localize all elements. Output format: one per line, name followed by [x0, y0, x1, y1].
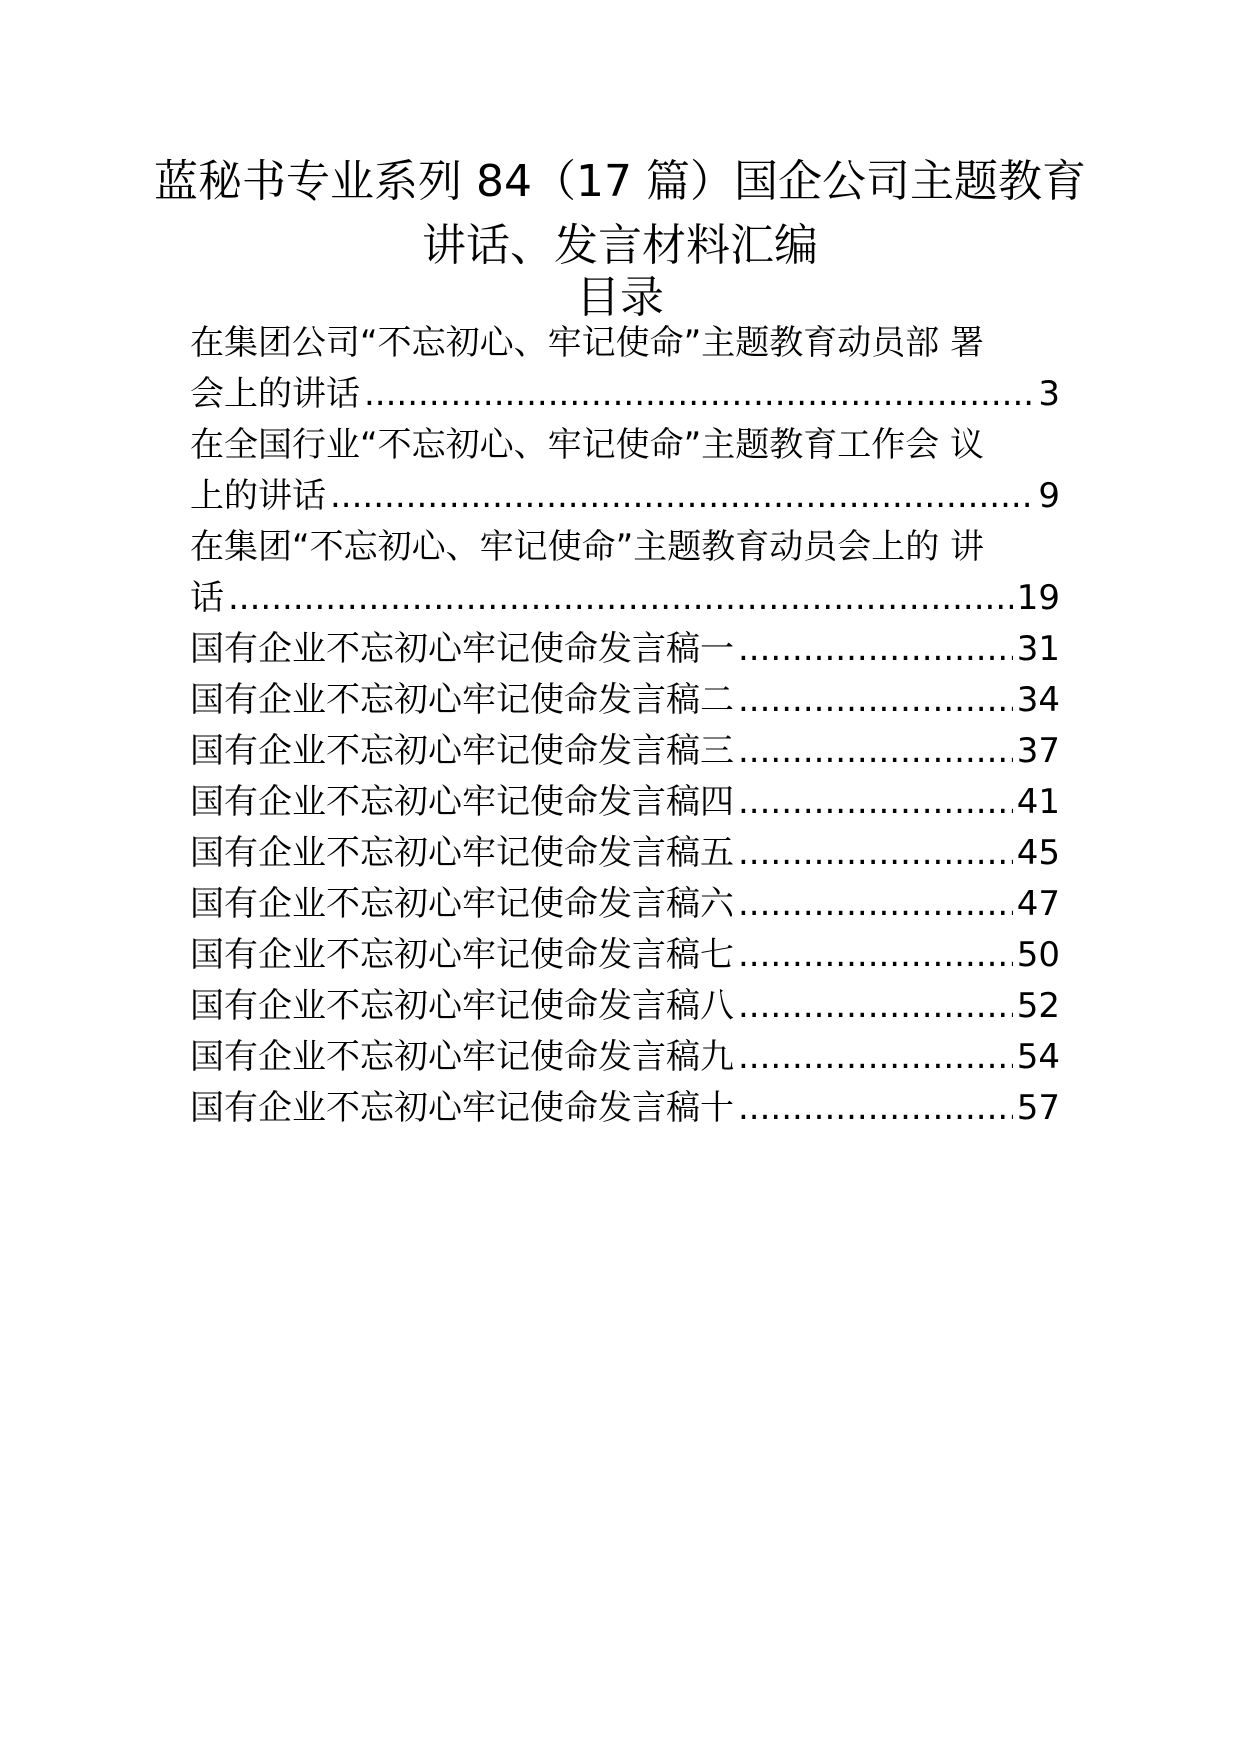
- toc-entry-title-cont: 话: [190, 578, 224, 618]
- toc-entry[interactable]: [190, 777, 1060, 828]
- toc-leader-dots: [738, 726, 1013, 777]
- toc-entry[interactable]: [190, 522, 1060, 624]
- toc-leader-dots: [228, 573, 1013, 624]
- toc-entry-title: 国有企业不忘初心牢记使命发言稿三: [190, 731, 734, 771]
- toc-entry[interactable]: [190, 1032, 1060, 1083]
- toc-entry-title: 国有企业不忘初心牢记使命发言稿九: [190, 1037, 734, 1077]
- table-of-contents: [190, 318, 1060, 1134]
- toc-page-number: 9: [1038, 476, 1060, 516]
- toc-page-number: 57: [1016, 1088, 1060, 1128]
- toc-entry[interactable]: [190, 318, 1060, 420]
- toc-leader-dots: [738, 828, 1013, 879]
- toc-page-number: 50: [1016, 935, 1060, 975]
- toc-leader-dots: [738, 1083, 1013, 1134]
- toc-entry[interactable]: [190, 930, 1060, 981]
- toc-entry[interactable]: [190, 981, 1060, 1032]
- toc-entry-title: 在全国行业“不忘初心、牢记使命”主题教育工作会 议: [190, 425, 985, 465]
- toc-page-number: 47: [1016, 884, 1060, 924]
- toc-page-number: 19: [1016, 578, 1060, 618]
- toc-entry-title: 国有企业不忘初心牢记使命发言稿六: [190, 884, 734, 924]
- toc-entry[interactable]: [190, 828, 1060, 879]
- toc-leader-dots: [738, 879, 1013, 930]
- toc-page-number: 52: [1016, 986, 1060, 1026]
- toc-entry-title-cont: 会上的讲话: [190, 374, 360, 414]
- toc-leader-dots: [738, 777, 1013, 828]
- toc-entry-title: 国有企业不忘初心牢记使命发言稿十: [190, 1088, 734, 1128]
- toc-entry-title: 在集团“不忘初心、牢记使命”主题教育动员会上的 讲: [190, 527, 985, 567]
- toc-entry[interactable]: [190, 879, 1060, 930]
- toc-entry-title: 国有企业不忘初心牢记使命发言稿一: [190, 629, 734, 669]
- toc-entry-title: 国有企业不忘初心牢记使命发言稿二: [190, 680, 734, 720]
- toc-page-number: 45: [1016, 833, 1060, 873]
- toc-entry[interactable]: [190, 726, 1060, 777]
- toc-page-number: 34: [1016, 680, 1060, 720]
- toc-entry[interactable]: [190, 420, 1060, 522]
- toc-entry[interactable]: [190, 1083, 1060, 1134]
- toc-entry-title: 国有企业不忘初心牢记使命发言稿四: [190, 782, 734, 822]
- toc-entry-title: 在集团公司“不忘初心、牢记使命”主题教育动员部 署: [190, 323, 985, 363]
- toc-page-number: 3: [1038, 374, 1060, 414]
- toc-page-number: 41: [1016, 782, 1060, 822]
- toc-page-number: 54: [1016, 1037, 1060, 1077]
- toc-page-number: 31: [1016, 629, 1060, 669]
- document-title: 蓝秘书专业系列 84（17 篇）国企公司主题教育讲话、发言材料汇编: [154, 156, 1086, 271]
- toc-leader-dots: [738, 624, 1013, 675]
- toc-leader-dots: [738, 930, 1013, 981]
- toc-entry[interactable]: [190, 675, 1060, 726]
- toc-entry[interactable]: [190, 624, 1060, 675]
- toc-page-number: 37: [1016, 731, 1060, 771]
- toc-entry-title-cont: 上的讲话: [190, 476, 326, 516]
- toc-leader-dots: [738, 981, 1013, 1032]
- toc-leader-dots: [330, 471, 1034, 522]
- toc-leader-dots: [738, 675, 1013, 726]
- toc-leader-dots: [738, 1032, 1013, 1083]
- toc-heading: 目录: [576, 272, 664, 323]
- toc-entry-title: 国有企业不忘初心牢记使命发言稿八: [190, 986, 734, 1026]
- toc-entry-title: 国有企业不忘初心牢记使命发言稿七: [190, 935, 734, 975]
- toc-entry-title: 国有企业不忘初心牢记使命发言稿五: [190, 833, 734, 873]
- toc-leader-dots: [364, 369, 1034, 420]
